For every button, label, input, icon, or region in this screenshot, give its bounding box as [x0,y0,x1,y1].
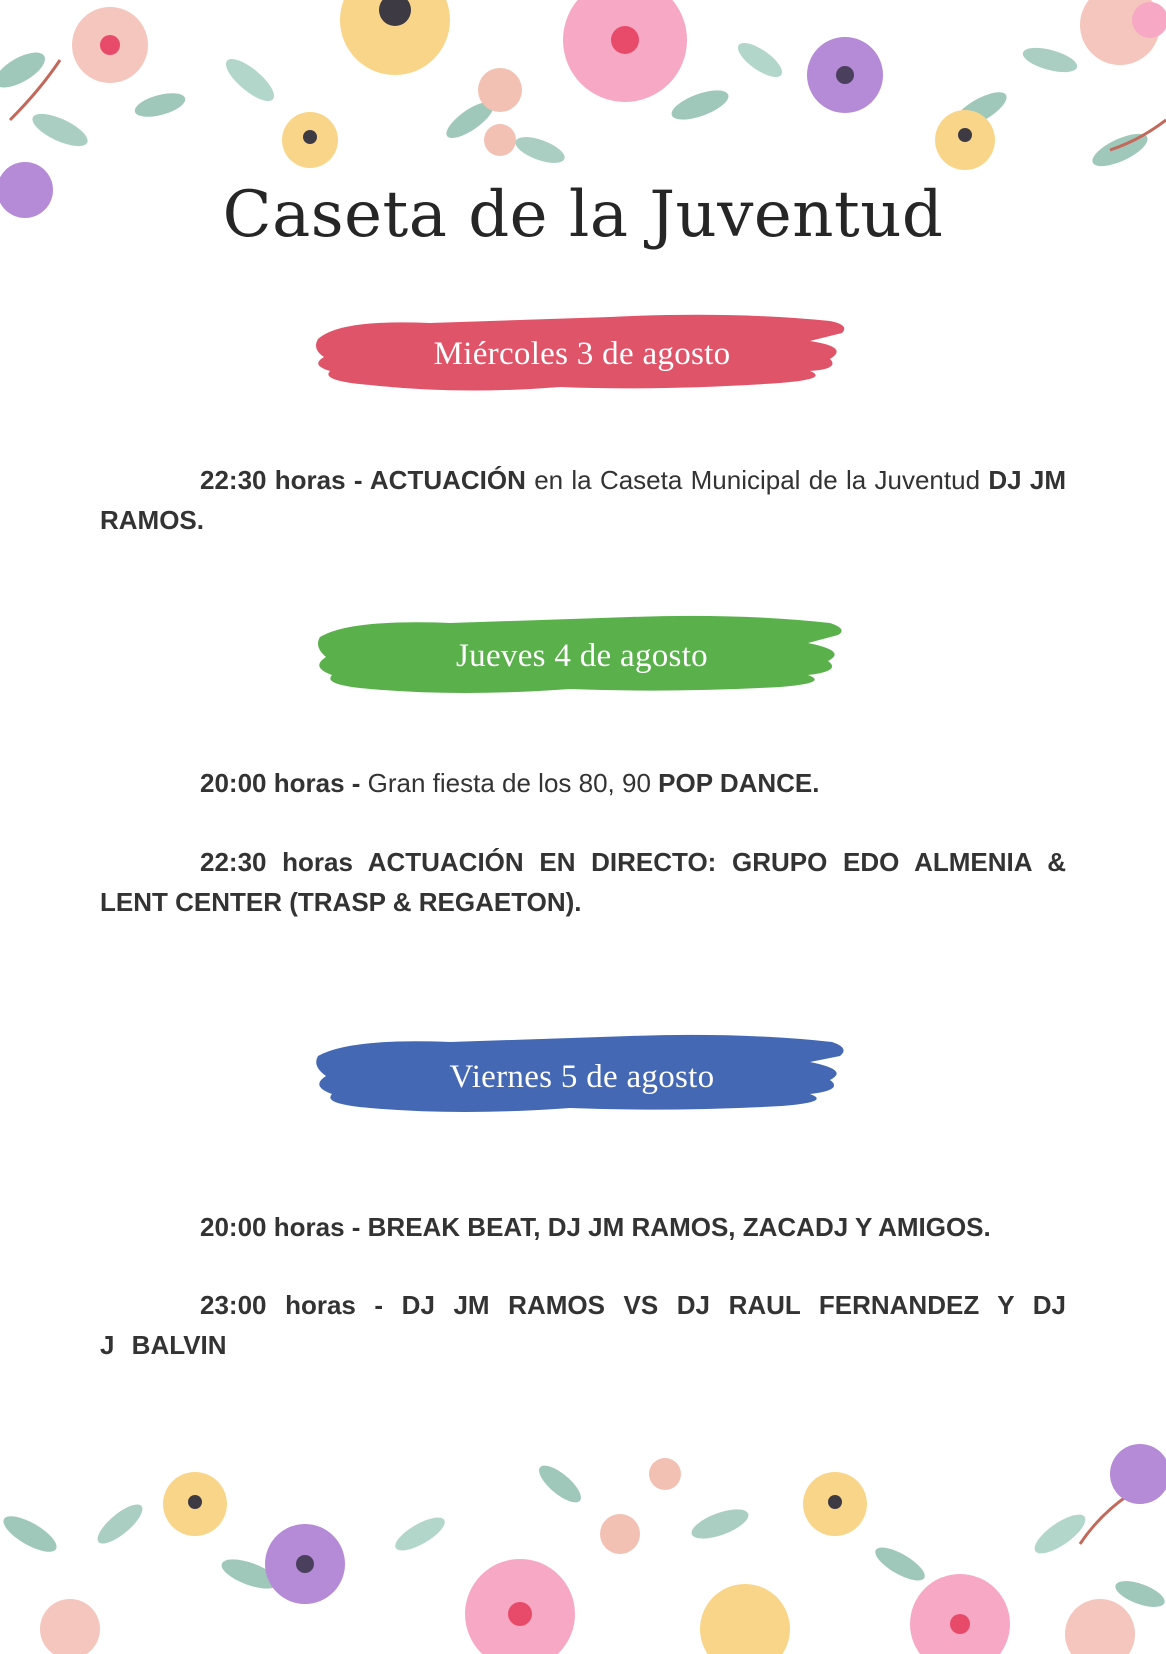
entry-highlight: ACTUACIÓN EN DIRECTO: GRUPO EDO ALMENIA & LENT CENTER (TRASP & REGAETON). [100,847,1066,917]
day-banner-jueves [310,601,854,711]
day-label: Viernes 5 de agosto [449,1058,715,1095]
entry-time: 22:30 horas [200,847,368,877]
bottom-floral-border [0,1414,1166,1654]
entry-highlight: BREAK BEAT, DJ JM RAMOS, ZACADJ Y AMIGOS. [367,1212,991,1242]
schedule-entry [100,460,1066,540]
entry-text: Gran fiesta de los 80, 90 [367,768,659,798]
schedule-entry [100,842,1066,922]
schedule-entry [100,1285,1066,1365]
day-banner-viernes [310,1022,854,1132]
entry-time: 20:00 horas - [200,1212,368,1242]
day-label: Jueves 4 de agosto [456,637,708,674]
day-label: Miércoles 3 de agosto [433,335,731,372]
entry-time: 23:00 horas - [200,1290,402,1320]
entry-text: en la Caseta Municipal de la Juventud [525,465,989,495]
page-title: Caseta de la Juventud [222,178,944,252]
entry-time: 20:00 horas - [200,768,368,798]
entry-highlight: ACTUACIÓN [369,465,526,495]
entry-highlight: DJ JM RAMOS VS DJ RAUL FERNANDEZ Y DJ J BALVIN [100,1290,1066,1360]
entry-highlight: DJ JM RAMOS. [100,465,1066,535]
day-banner-miercoles [310,299,854,409]
schedule-entry [100,763,1066,803]
schedule-entry [100,1207,1066,1247]
entry-time: 22:30 horas - [200,465,370,495]
entry-highlight: POP DANCE. [658,768,820,798]
